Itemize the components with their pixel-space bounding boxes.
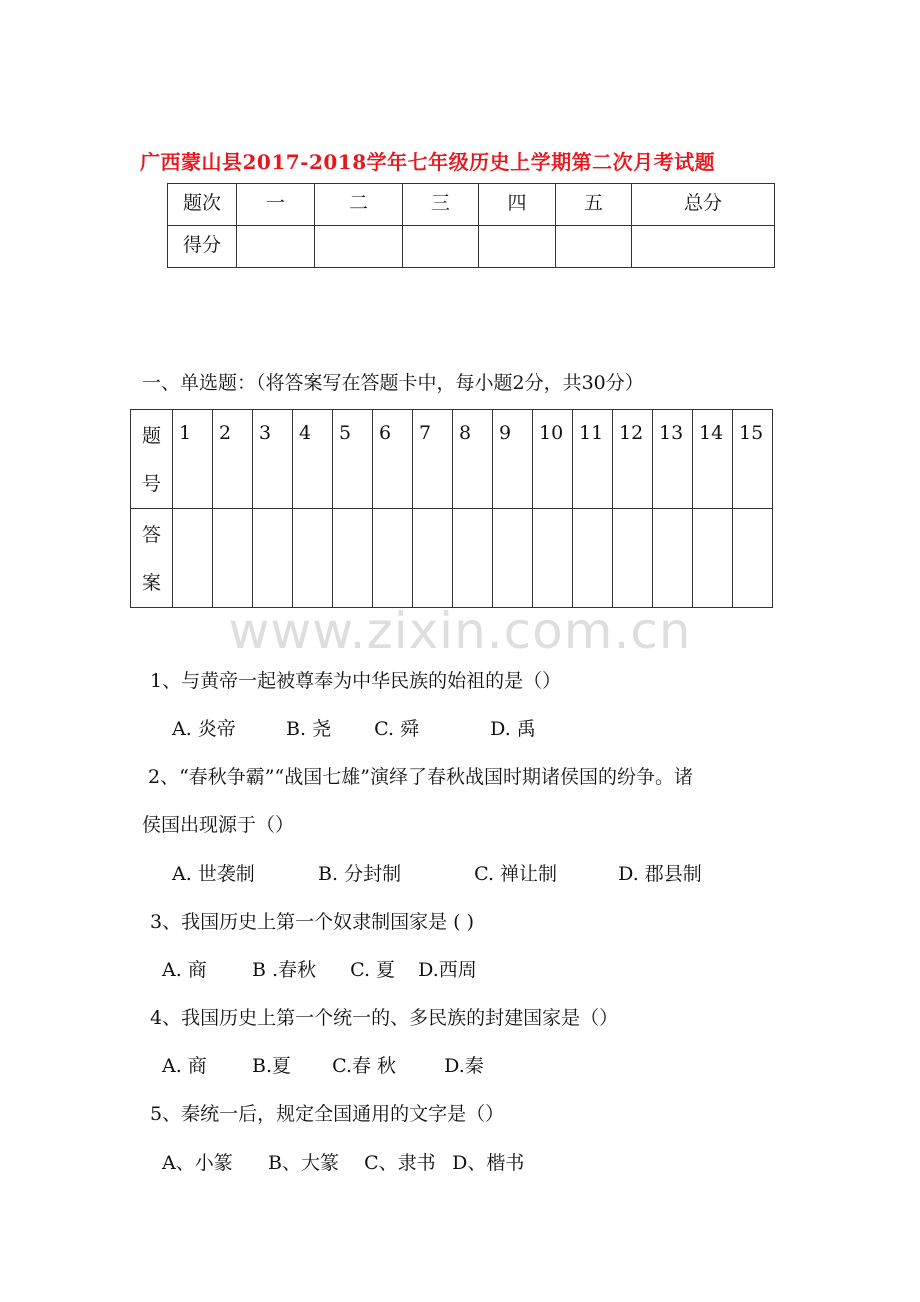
option[interactable]: C. 夏 [350, 959, 396, 981]
answer-cell[interactable] [333, 509, 373, 608]
question-number: 13 [653, 410, 693, 509]
question-options [162, 955, 477, 982]
score-cell[interactable] [237, 226, 315, 268]
exam-title: 广西蒙山县2017-2018学年七年级历史上学期第二次月考试题 [140, 150, 716, 174]
question-number: 10 [533, 410, 573, 509]
question-number: 9 [493, 410, 533, 509]
question-stem: 5、秦统一后，规定全国通用的文字是（） [150, 1103, 505, 1125]
answer-number-row [131, 410, 773, 509]
answer-cell[interactable] [573, 509, 613, 608]
answer-cell[interactable] [613, 509, 653, 608]
option[interactable]: D. 禹 [490, 718, 536, 740]
option[interactable]: C、隶书 [364, 1152, 436, 1174]
score-header-cell: 四 [479, 184, 556, 226]
option[interactable]: D.西周 [418, 959, 477, 981]
section-heading: 一、单选题：（将答案写在答题卡中，每小题2分，共30分） [142, 372, 644, 394]
score-cell[interactable] [479, 226, 556, 268]
option[interactable]: A、小篆 [162, 1152, 233, 1174]
answer-cell[interactable] [253, 509, 293, 608]
question-number: 11 [573, 410, 613, 509]
question-number: 7 [413, 410, 453, 509]
question-options [172, 859, 702, 886]
score-header-row [168, 184, 775, 226]
option[interactable]: B. 尧 [286, 718, 332, 740]
option[interactable]: C. 舜 [374, 718, 420, 740]
question-number: 15 [733, 410, 773, 509]
score-header-cell: 一 [237, 184, 315, 226]
question-number: 6 [373, 410, 413, 509]
score-cell[interactable] [556, 226, 632, 268]
option[interactable]: B、大篆 [268, 1152, 340, 1174]
option[interactable]: C.春 秋 [332, 1055, 397, 1077]
question-number: 12 [613, 410, 653, 509]
answer-cell[interactable] [653, 509, 693, 608]
answer-input-row [131, 509, 773, 608]
answer-cell[interactable] [533, 509, 573, 608]
option[interactable]: D、楷书 [452, 1152, 525, 1174]
question-options [162, 1148, 524, 1175]
answer-cell[interactable] [453, 509, 493, 608]
label-char: 案 [141, 572, 161, 594]
answer-table [130, 409, 773, 608]
label-char: 题 [141, 425, 161, 447]
question-stem: 4、我国历史上第一个统一的、多民族的封建国家是（） [150, 1007, 619, 1029]
answer-cell[interactable] [493, 509, 533, 608]
question-stem-continued: 侯国出现源于（） [142, 814, 295, 836]
question-options [162, 1051, 484, 1078]
answer-cell[interactable] [413, 509, 453, 608]
answer-cell[interactable] [213, 509, 253, 608]
label-char: 答 [141, 524, 161, 546]
question-stem: 1、与黄帝一起被尊奉为中华民族的始祖的是（） [150, 670, 562, 692]
option[interactable]: C. 禅让制 [474, 863, 558, 885]
question-number: 14 [693, 410, 733, 509]
answer-cell[interactable] [173, 509, 213, 608]
option[interactable]: B.夏 [252, 1055, 292, 1077]
score-row-label: 得分 [168, 226, 237, 268]
answer-cell[interactable] [293, 509, 333, 608]
score-cell[interactable] [403, 226, 479, 268]
score-header-cell: 题次 [168, 184, 237, 226]
score-table [167, 183, 775, 268]
score-cell[interactable] [315, 226, 403, 268]
question-number: 2 [213, 410, 253, 509]
option[interactable]: A. 商 [162, 1055, 207, 1077]
answer-row-label [131, 509, 173, 608]
question-stem: 3、我国历史上第一个奴隶制国家是 ( ) [150, 911, 474, 933]
question-stem: 2、“春秋争霸”“战国七雄”演绎了春秋战国时期诸侯国的纷争。诸 [148, 766, 693, 788]
watermark: www.zixin.com.cn [228, 602, 692, 660]
question-options [172, 714, 536, 741]
score-cell[interactable] [632, 226, 775, 268]
question-number: 5 [333, 410, 373, 509]
score-header-cell: 总分 [632, 184, 775, 226]
option[interactable]: D.秦 [444, 1055, 484, 1077]
score-header-cell: 五 [556, 184, 632, 226]
question-number: 3 [253, 410, 293, 509]
option[interactable]: A. 商 [162, 959, 207, 981]
answer-cell[interactable] [733, 509, 773, 608]
option[interactable]: D. 郡县制 [618, 863, 702, 885]
score-header-cell: 三 [403, 184, 479, 226]
option[interactable]: A. 世袭制 [172, 863, 255, 885]
score-row [168, 226, 775, 268]
question-number: 1 [173, 410, 213, 509]
option[interactable]: B. 分封制 [318, 863, 402, 885]
question-number: 8 [453, 410, 493, 509]
answer-row-label [131, 410, 173, 509]
option[interactable]: A. 炎帝 [172, 718, 236, 740]
question-number: 4 [293, 410, 333, 509]
answer-cell[interactable] [693, 509, 733, 608]
label-char: 号 [141, 473, 161, 495]
score-header-cell: 二 [315, 184, 403, 226]
answer-cell[interactable] [373, 509, 413, 608]
option[interactable]: B .春秋 [252, 959, 317, 981]
